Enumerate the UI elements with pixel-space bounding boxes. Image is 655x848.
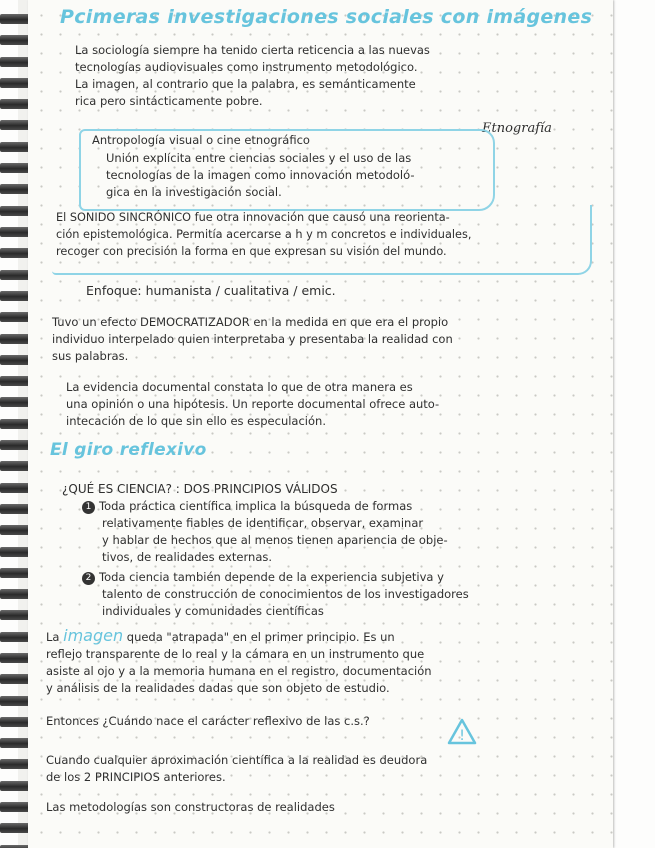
- imagen-lead-word: La: [46, 630, 60, 644]
- intro-line: La sociología siempre ha tenido cierta reticencia a las nuevas: [75, 43, 430, 57]
- number-1-icon: 1: [82, 501, 95, 514]
- enfoque-line: Enfoque: humanista / cualitativa / emic.: [86, 283, 336, 298]
- evidencia-line: La evidencia documental constata lo que de otra manera es: [66, 380, 413, 394]
- antropologia-line: Unión explícita entre ciencias sociales y el uso de las: [106, 151, 412, 165]
- principio-1-text: Toda práctica científica implica la búsqueda de formas: [99, 499, 413, 513]
- imagen-lead-rest: queda "atrapada" en el primer principio. Es un: [126, 630, 395, 644]
- que-es-ciencia-heading: ¿QUÉ ES CIENCIA? : DOS PRINCIPIOS VÁLIDOS: [62, 482, 338, 496]
- page-title: Pcimeras investigaciones sociales con imágenes: [60, 6, 593, 28]
- principio-2-line: talento de construcción de conocimientos de los investigadores: [102, 587, 469, 601]
- imagen-lead-line: [46, 627, 395, 646]
- evidencia-line: intecación de lo que sin ello es especulación.: [66, 414, 326, 428]
- democratizador-line: individuo interpelado quien interpretaba y presentaba la realidad con: [52, 332, 453, 346]
- intro-line: tecnologías audiovisuales como instrumento metodológico.: [75, 60, 418, 74]
- metodologias-line: Las metodologías son constructoras de realidades: [46, 800, 335, 814]
- intro-line: rica pero sintácticamente pobre.: [75, 94, 263, 108]
- antropologia-heading: Antropología visual o cine etnográfico: [92, 133, 310, 147]
- sonido-line: ción epistemológica. Permitía acercarse a h y m concretos e individuales,: [56, 228, 472, 241]
- democratizador-line: sus palabras.: [52, 349, 129, 363]
- imagen-line: reflejo transparente de lo real y la cámara en un instrumento que: [46, 647, 425, 661]
- principio-1-line: [82, 498, 412, 515]
- principio-2-line: [82, 569, 444, 586]
- intro-line: La imagen, al contrario que la palabra, es semánticamente: [75, 77, 416, 91]
- antropologia-line: tecnologías de la imagen como innovación metodoló-: [106, 168, 415, 182]
- imagen-line: asiste al ojo y a la memoria humana en el registro, documentación: [46, 664, 432, 678]
- sonido-line: El SONIDO SINCRÓNICO fue otra innovación que causó una reorienta-: [56, 211, 450, 224]
- democratizador-line: Tuvo un efecto DEMOCRATIZADOR en la medida en que era el propio: [52, 315, 449, 329]
- evidencia-line: una opinión o una hipótesis. Un reporte documental ofrece auto-: [66, 397, 440, 411]
- cuando-line: Cuando cualquier aproximación científica a la realidad es deudora: [46, 753, 428, 767]
- section-title: El giro reflexivo: [50, 440, 207, 460]
- antropologia-line: gica en la investigación social.: [106, 185, 282, 199]
- sonido-line: recoger con precisión la forma en que expresan su visión del mundo.: [56, 245, 447, 258]
- principio-1-line: tivos, de realidades externas.: [102, 550, 273, 564]
- principio-1-line: y hablar de hechos que al menos tienen apariencia de obje-: [102, 533, 448, 547]
- imagen-highlight: imagen: [63, 626, 124, 645]
- principio-2-line: individuales y comunidades científicas: [102, 604, 324, 618]
- entonces-question: Entonces ¿Cuándo nace el carácter reflexivo de las c.s.?: [46, 714, 370, 728]
- principio-2-text: Toda ciencia también depende de la experiencia subjetiva y: [99, 570, 444, 584]
- warning-icon: [447, 718, 477, 746]
- warning-mark: !: [459, 728, 465, 744]
- etnografia-tag: Etnografía: [482, 121, 552, 136]
- principio-1-line: relativamente fiables de identificar, observar, examinar: [102, 516, 424, 530]
- imagen-line: y análisis de la realidades dadas que son objeto de estudio.: [46, 681, 390, 695]
- cuando-line: de los 2 PRINCIPIOS anteriores.: [46, 770, 226, 784]
- number-2-icon: 2: [82, 572, 95, 585]
